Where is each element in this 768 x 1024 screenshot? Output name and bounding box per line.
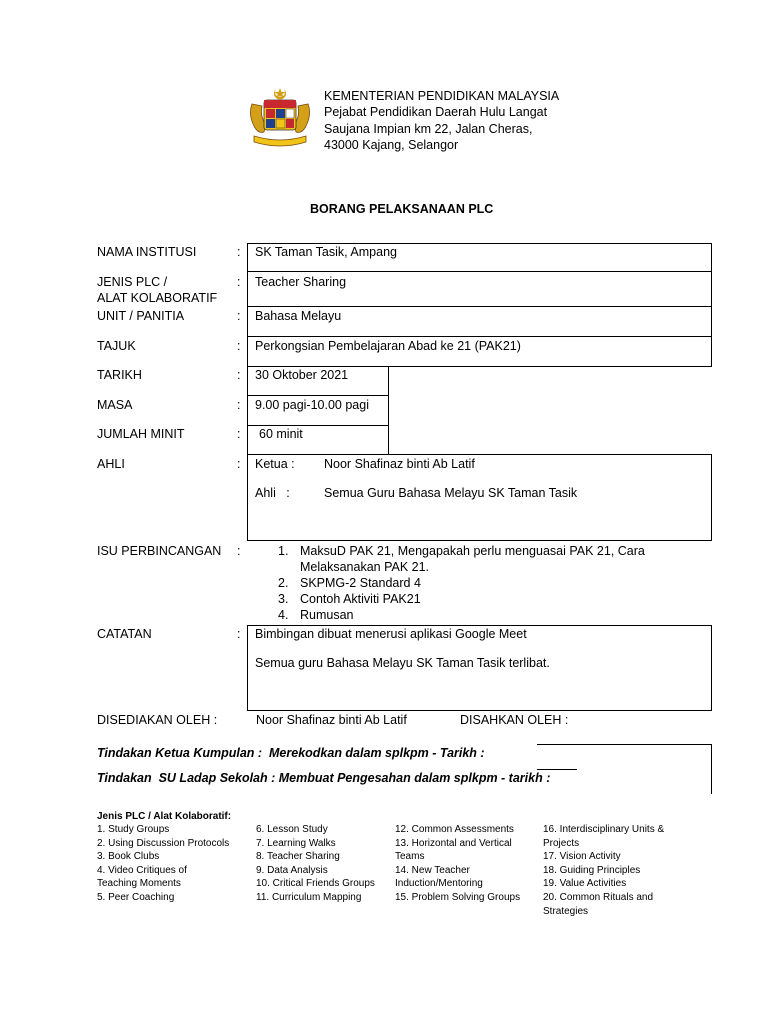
ahli-value: Semua Guru Bahasa Melayu SK Taman Tasik	[324, 486, 578, 500]
jenis-list-item: 11. Curriculum Mapping	[256, 891, 362, 903]
label-catatan: CATATAN	[97, 627, 152, 641]
tindakan-su: Tindakan SU Ladap Sekolah : Membuat Pengesahan dalam splkpm - tarikh :	[97, 771, 551, 785]
ahli-label: Ahli :	[255, 486, 290, 500]
jenis-list-item: 13. Horizontal and Vertical	[395, 837, 512, 849]
label-isu-perbincangan: ISU PERBINCANGAN	[97, 544, 222, 558]
tindakan-ketua: Tindakan Ketua Kumpulan : Merekodkan dalam splkpm - Tarikh :	[97, 746, 485, 760]
value-masa: 9.00 pagi-10.00 pagi	[255, 398, 369, 412]
jenis-list-item: Strategies	[543, 905, 589, 917]
form-title: BORANG PELAKSANAAN PLC	[310, 202, 494, 216]
disahkan-label: DISAHKAN OLEH :	[460, 713, 569, 727]
ketua-label: Ketua :	[255, 457, 295, 471]
divider	[247, 395, 389, 396]
jenis-list-item: Teaching Moments	[97, 878, 181, 890]
jenis-list-item: Induction/Mentoring	[395, 878, 483, 890]
jenis-list-item: 14. New Teacher	[395, 864, 470, 876]
colon: :	[237, 427, 241, 441]
label-alat-kolaboratif: ALAT KOLABORATIF	[97, 291, 218, 305]
divider	[247, 271, 712, 272]
jenis-list-item: Teams	[395, 851, 425, 863]
jenis-list-item: 4. Video Critiques of	[97, 864, 187, 876]
jenis-list-column-2	[256, 823, 375, 905]
isu-item-1: MaksuD PAK 21, Mengapakah perlu menguasai PAK 21, Cara	[300, 544, 645, 558]
jenis-list-column-3	[395, 823, 520, 905]
jenis-list-item: 16. Interdisciplinary Units &	[543, 824, 665, 835]
divider	[537, 744, 712, 745]
label-tajuk: TAJUK	[97, 339, 136, 353]
label-nama-institusi: NAMA INSTITUSI	[97, 245, 197, 259]
isu-item-4-number: 4.	[278, 608, 289, 622]
jenis-list-item: 17. Vision Activity	[543, 851, 621, 863]
colon: :	[237, 457, 241, 471]
jenis-list-item: Projects	[543, 837, 580, 849]
isu-item-4: Rumusan	[300, 608, 354, 622]
isu-item-3: Contoh Aktiviti PAK21	[300, 592, 421, 606]
jenis-list-column-1	[97, 823, 229, 905]
label-ahli: AHLI	[97, 457, 125, 471]
jenis-list-item: 10. Critical Friends Groups	[256, 878, 375, 890]
colon: :	[237, 245, 241, 259]
colon: :	[237, 398, 241, 412]
ministry-crest-logo	[246, 86, 314, 148]
jenis-list-item: 8. Teacher Sharing	[256, 851, 340, 863]
jenis-list-item: 3. Book Clubs	[97, 851, 160, 863]
catatan-line-2: Semua guru Bahasa Melayu SK Taman Tasik terlibat.	[255, 656, 550, 670]
address-line-2: 43000 Kajang, Selangor	[324, 138, 459, 152]
jenis-list-item: 2. Using Discussion Protocols	[97, 837, 230, 849]
value-nama-institusi: SK Taman Tasik, Ampang	[255, 245, 397, 259]
jenis-list-item: 19. Value Activities	[543, 878, 627, 890]
office-name: Pejabat Pendidikan Daerah Hulu Langat	[324, 105, 548, 119]
address-line-1: Saujana Impian km 22, Jalan Cheras,	[324, 122, 533, 136]
value-jumlah-minit: 60 minit	[259, 427, 303, 441]
colon: :	[237, 309, 241, 323]
jenis-list-item: 7. Learning Walks	[256, 837, 336, 849]
jenis-list-column-4	[543, 823, 664, 918]
colon: :	[237, 339, 241, 353]
colon: :	[237, 368, 241, 382]
value-tajuk: Perkongsian Pembelajaran Abad ke 21 (PAK21)	[255, 339, 521, 353]
disediakan-label: DISEDIAKAN OLEH :	[97, 713, 218, 727]
value-unit: Bahasa Melayu	[255, 309, 342, 323]
disediakan-value: Noor Shafinaz binti Ab Latif	[256, 713, 407, 727]
isu-item-3-number: 3.	[278, 592, 289, 606]
value-tarikh: 30 Oktober 2021	[255, 368, 349, 382]
jenis-list-item: 9. Data Analysis	[256, 864, 328, 876]
value-jenis-plc: Teacher Sharing	[255, 275, 347, 289]
jenis-list-title: Jenis PLC / Alat Kolaboratif:	[97, 811, 232, 822]
jenis-list-item: 15. Problem Solving Groups	[395, 891, 521, 903]
catatan-line-1: Bimbingan dibuat menerusi aplikasi Google Meet	[255, 627, 527, 641]
isu-item-2: SKPMG-2 Standard 4	[300, 576, 421, 590]
colon: :	[237, 544, 241, 558]
label-unit: UNIT / PANITIA	[97, 309, 185, 323]
label-tarikh: TARIKH	[97, 368, 142, 382]
colon: :	[237, 627, 241, 641]
isu-item-1-number: 1.	[278, 544, 289, 558]
isu-item-2-number: 2.	[278, 576, 289, 590]
jenis-list-item: 12. Common Assessments	[395, 824, 514, 835]
colon: :	[237, 275, 241, 289]
divider	[247, 306, 712, 307]
jenis-list-item: 5. Peer Coaching	[97, 891, 175, 903]
jenis-list-item: 1. Study Groups	[97, 824, 170, 835]
label-masa: MASA	[97, 398, 133, 412]
divider	[711, 744, 712, 794]
jenis-list-item: 6. Lesson Study	[256, 824, 328, 835]
jenis-list-item: 18. Guiding Principles	[543, 864, 641, 876]
label-jenis-plc: JENIS PLC /	[97, 275, 168, 289]
isu-item-1-cont: Melaksanakan PAK 21.	[300, 560, 430, 574]
ketua-value: Noor Shafinaz binti Ab Latif	[324, 457, 475, 471]
ministry-name: KEMENTERIAN PENDIDIKAN MALAYSIA	[324, 89, 560, 103]
label-jumlah-minit: JUMLAH MINIT	[97, 427, 185, 441]
jenis-list-item: 20. Common Rituals and	[543, 891, 654, 903]
